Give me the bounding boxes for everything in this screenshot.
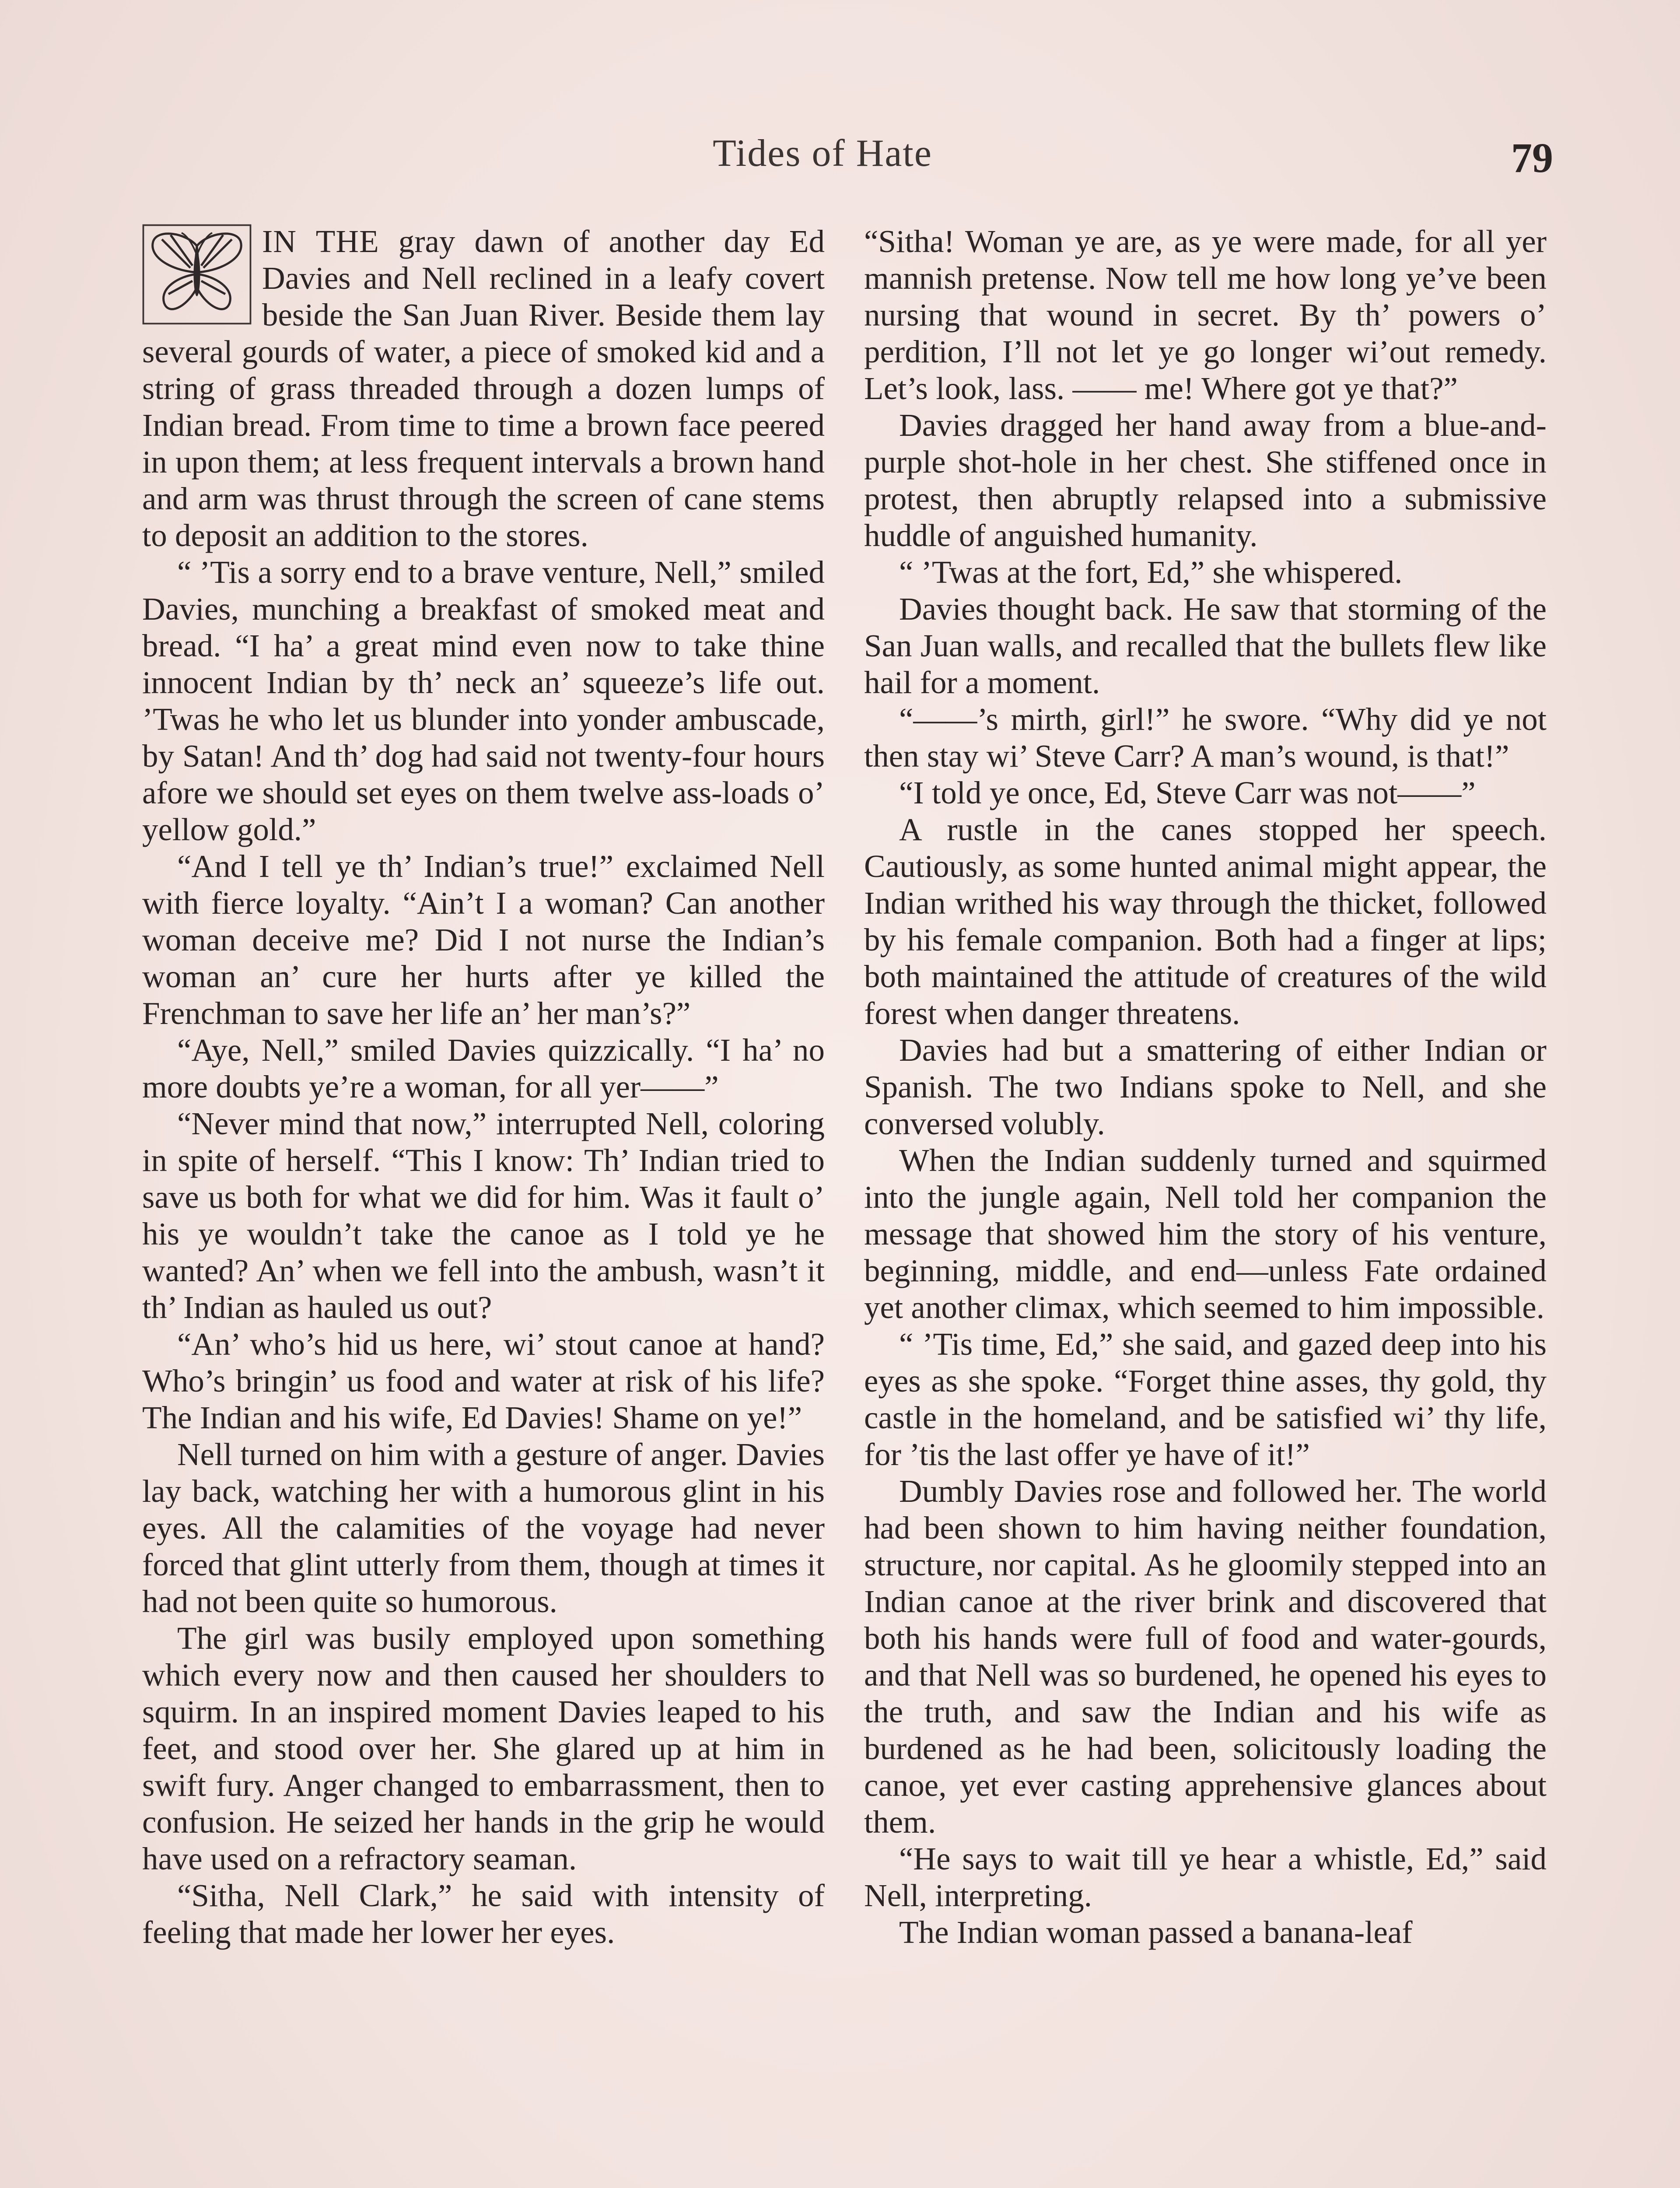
paragraph: The girl was busily employed upon something which every now and then caused her shoulders to squirm. In an inspired moment Davies leaped to his feet, and stood over her. She glared up at him in swift fury. Anger changed to embarrassment, then to confusion. He seized her hands in the grip he would have used on a refractory seaman.	[142, 1620, 825, 1876]
right-column	[864, 223, 1547, 1951]
opening-paragraph-text: gray dawn of another day Ed Davies and Nell reclined in a leafy covert beside the San Juan River. Beside them lay several gourds of water, a piece of smoked kid and a string of grass threaded through a dozen lumps of Indian bread. From time to time a brown face peered in upon them; at less frequent intervals a brown hand and arm was thrust through the screen of cane stems to deposit an addition to the stores.	[142, 224, 825, 553]
paragraph: “And I tell ye th’ Indian’s true!” exclaimed Nell with fierce loyalty. “Ain’t I a woman? Can another woman deceive me? Did I not nurse the Indian’s woman an’ cure her hurts after ye killed the Frenchman to save her life an’ her man’s?”	[142, 849, 825, 1031]
paragraph: “Sitha, Nell Clark,” he said with intensity of feeling that made her lower her eyes.	[142, 1878, 825, 1950]
paragraph: Dumbly Davies rose and followed her. The world had been shown to him having neither foundation, structure, nor capital. As he gloomily stepped into an Indian canoe at the river brink and discovered that both his hands were full of food and water-gourds, and that Nell was so burdened, he opened his eyes to the truth, and saw the Indian and his wife as burdened as he had been, solicitously loading the canoe, yet ever casting apprehensive glances about them.	[864, 1473, 1547, 1840]
paragraph: Davies had but a smattering of either Indian or Spanish. The two Indians spoke to Nell, and she conversed volubly.	[864, 1032, 1547, 1141]
paragraph: Nell turned on him with a gesture of anger. Davies lay back, watching her with a humorous glint in his eyes. All the calamities of the voyage had never forced that glint utterly from them, though at times it had not been quite so humorous.	[142, 1437, 825, 1619]
paragraph: Davies thought back. He saw that storming of the San Juan walls, and recalled that the bullets flew like hail for a moment.	[864, 591, 1547, 700]
paragraph: “ ’Tis time, Ed,” she said, and gazed deep into his eyes as she spoke. “Forget thine asses, thy gold, thy castle in the homeland, and be satisfied wi’ thy life, for ’tis the last offer ye have of it!”	[864, 1326, 1547, 1472]
paragraph: “——’s mirth, girl!” he swore. “Why did ye not then stay wi’ Steve Carr? A man’s wound, is that!”	[864, 701, 1547, 774]
opening-lead-words: IN THE	[262, 224, 379, 259]
paragraph: When the Indian suddenly turned and squirmed into the jungle again, Nell told her companion the message that showed him the story of his venture, beginning, middle, and end—unless Fate ordained yet another climax, which seemed to him impossible.	[864, 1143, 1547, 1325]
paragraph: “I told ye once, Ed, Steve Carr was not——”	[899, 775, 1476, 810]
paragraph: “Aye, Nell,” smiled Davies quizzically. “I ha’ no more doubts ye’re a woman, for all yer——”	[142, 1032, 825, 1105]
butterfly-icon	[142, 224, 252, 325]
paragraph: The Indian woman passed a banana-leaf	[899, 1914, 1413, 1950]
paragraph: “An’ who’s hid us here, wi’ stout canoe at hand? Who’s bringin’ us food and water at risk of his life? The Indian and his wife, Ed Davies! Shame on ye!”	[142, 1326, 825, 1435]
paragraph: Davies dragged her hand away from a blue-and-purple shot-hole in her chest. She stiffened once in protest, then abruptly relapsed into a submissive huddle of anguished humanity.	[864, 407, 1547, 553]
paragraph: “He says to wait till ye hear a whistle, Ed,” said Nell, interpreting.	[864, 1841, 1547, 1913]
running-head: Tides of Hate	[713, 132, 932, 175]
opening-paragraph	[142, 223, 825, 554]
paragraph: “Never mind that now,” interrupted Nell, coloring in spite of herself. “This I know: Th’ Indian tried to save us both for what we did for him. Was it fault o’ his ye wouldn’t take the canoe as I told ye he wanted? An’ when we fell into the ambush, wasn’t it th’ Indian as hauled us out?	[142, 1106, 825, 1325]
paragraph: A rustle in the canes stopped her speech. Cautiously, as some hunted animal might appear, the Indian writhed his way through the thicket, followed by his female companion. Both had a finger at lips; both maintained the attitude of creatures of the wild forest when danger threatens.	[864, 812, 1547, 1031]
paragraph: “Sitha! Woman ye are, as ye were made, for all yer mannish pretense. Now tell me how long ye’ve been nursing that wound in secret. By th’ powers o’ perdition, I’ll not let ye go longer wi’out remedy. Let’s look, lass. —— me! Where got ye that?”	[864, 224, 1547, 406]
paragraph: “ ’Twas at the fort, Ed,” she whispered.	[899, 554, 1403, 590]
paragraph: “ ’Tis a sorry end to a brave venture, Nell,” smiled Davies, munching a breakfast of smoked meat and bread. “I ha’ a great mind even now to take thine innocent Indian by th’ neck an’ squeeze’s life out. ’Twas he who let us blunder into yonder ambuscade, by Satan! And th’ dog had said not twenty-four hours afore we should set eyes on them twelve ass-loads o’ yellow gold.”	[142, 554, 825, 847]
left-column	[142, 223, 825, 1951]
page-number: 79	[1511, 134, 1553, 181]
